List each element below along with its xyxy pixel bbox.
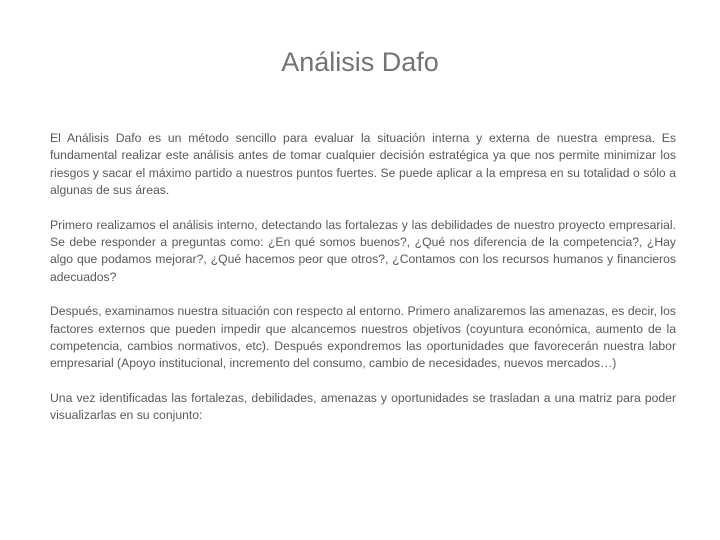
paragraph-internal-analysis: Primero realizamos el análisis interno, detectando las fortalezas y las debilidades de nuestro proyecto empresarial. Se debe responder a preguntas como: ¿En qué somos buenos?, ¿Qué nos diferencia de la competencia?, ¿Hay algo que podamos mejorar?, ¿Qué hacemos peor que otros?, ¿Contamos con los recursos humanos y financieros adecuados? — [50, 217, 676, 284]
slide-title: Análisis Dafo — [281, 47, 439, 77]
paragraph-external-analysis: Después, examinamos nuestra situación con respecto al entorno. Primero analizaremos las amenazas, es decir, los factores externos que pueden impedir que alcancemos nuestros objetivos (coyuntura económica, aumento de la competencia, cambios normativos, etc). Después expondremos las oportunidades que favorecerán nuestra labor empresarial (Apoyo institucional, incremento del consumo, cambio de necesidades, nuevos mercados…) — [50, 304, 676, 371]
slide-body — [50, 130, 676, 442]
paragraph-intro: El Análisis Dafo es un método sencillo para evaluar la situación interna y externa de nuestra empresa. Es fundamental realizar este análisis antes de tomar cualquier decisión estratégica ya que nos permite minimizar los riesgos y sacar el máximo partido a nuestros puntos fuertes. Se puede aplicar a la empresa en su totalidad o sólo a algunas de sus áreas. — [50, 131, 676, 198]
paragraph-matrix: Una vez identificadas las fortalezas, debilidades, amenazas y oportunidades se trasladan a una matriz para poder visualizarlas en su conjunto: — [50, 390, 676, 423]
